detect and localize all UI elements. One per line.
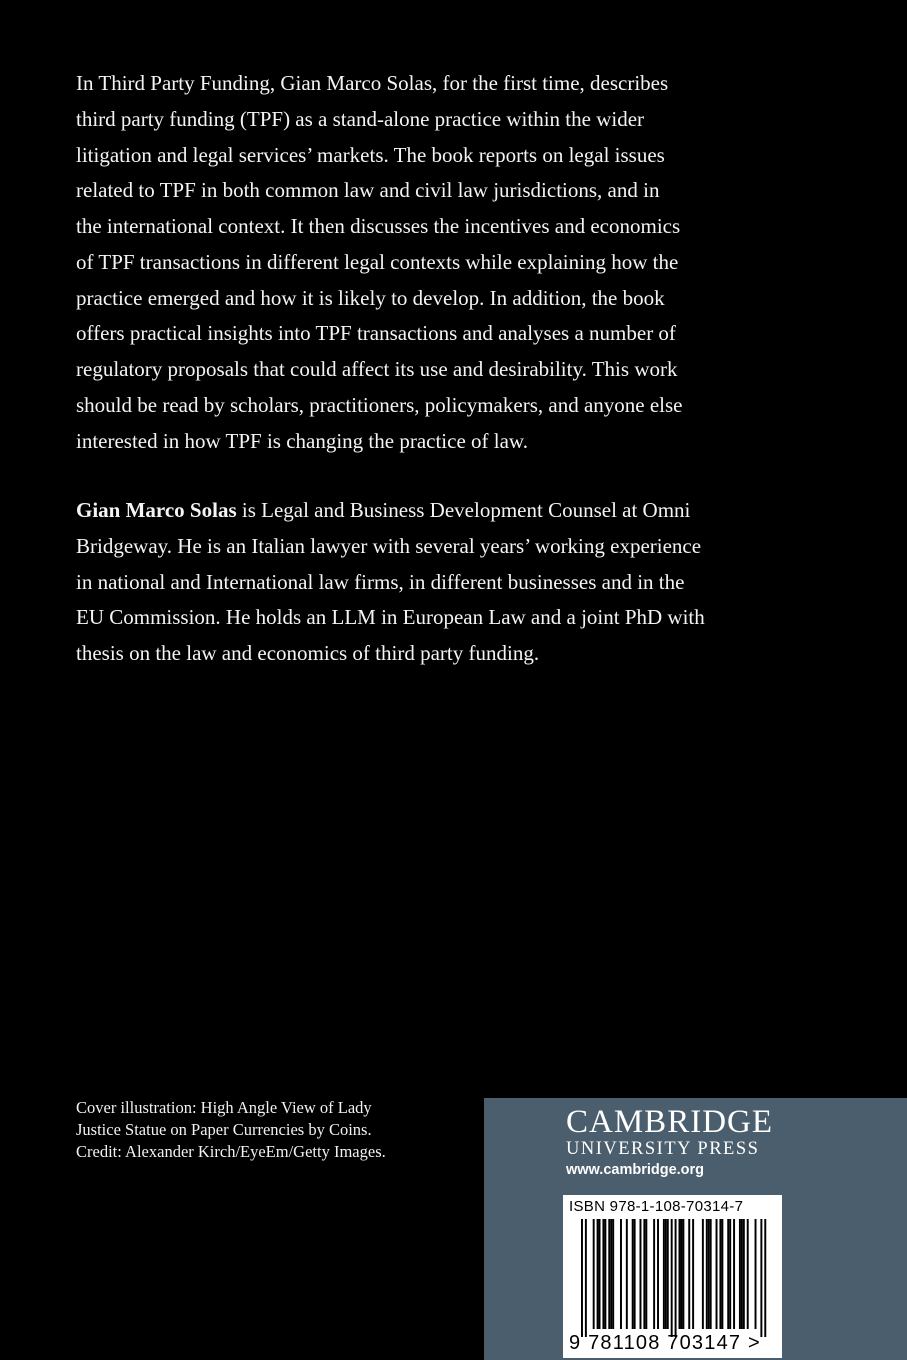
bio-line: thesis on the law and economics of third party funding. — [76, 641, 540, 665]
credit-line: Credit: Alexander Kirch/EyeEm/Getty Images. — [76, 1142, 386, 1161]
barcode-bar — [612, 1219, 614, 1329]
publisher-url: www.cambridge.org — [566, 1162, 705, 1178]
barcode-bar — [620, 1219, 622, 1329]
barcode-bar — [747, 1219, 749, 1329]
publisher-logo — [566, 1104, 773, 1180]
barcode-bar — [645, 1219, 647, 1329]
barcode-bar — [741, 1219, 743, 1329]
description-line: practice emerged and how it is likely to develop. In addition, the book — [76, 286, 665, 310]
description-line: of TPF transactions in different legal contexts while explaining how the — [76, 250, 679, 274]
barcode-bar — [634, 1219, 636, 1329]
bio-first-line: is Legal and Business Development Counsel at Omni — [236, 498, 691, 522]
description-line: should be read by scholars, practitioners, policymakers, and anyone else — [76, 393, 683, 417]
barcode-bar — [688, 1219, 690, 1329]
description-line: offers practical insights into TPF transactions and analyses a number of — [76, 321, 676, 345]
barcode-bar — [667, 1219, 669, 1329]
barcode-bar — [679, 1219, 681, 1329]
bio-line — [76, 498, 690, 522]
bio-line: EU Commission. He holds an LLM in European Law and a joint PhD with — [76, 605, 705, 629]
barcode-bar — [692, 1219, 694, 1329]
barcode-bar — [764, 1219, 766, 1337]
barcode-bar — [671, 1219, 673, 1337]
description-line: the international context. It then discusses the incentives and economics — [76, 214, 681, 238]
bio-line: in national and International law firms, in different businesses and in the — [76, 570, 685, 594]
barcode-bar — [710, 1219, 712, 1329]
barcode-bar — [626, 1219, 628, 1329]
publisher-name: CAMBRIDGE — [566, 1104, 774, 1140]
publisher-panel — [484, 1098, 907, 1360]
barcode-bar — [706, 1219, 708, 1329]
barcode-digits: 9 781108 703147 > — [569, 1332, 761, 1354]
barcode-bar — [610, 1219, 612, 1329]
barcode-bar — [632, 1219, 634, 1329]
barcode-bar — [716, 1219, 718, 1329]
barcode-bar — [602, 1219, 604, 1329]
barcode-bar — [657, 1219, 659, 1329]
barcode-bar — [680, 1219, 682, 1329]
barcode-bar — [719, 1219, 721, 1329]
barcode-bar — [721, 1219, 723, 1329]
barcode-bar — [708, 1219, 710, 1329]
barcode-bar — [604, 1219, 606, 1329]
description-line: litigation and legal services’ markets. The book reports on legal issues — [76, 143, 665, 167]
barcode-bar — [739, 1219, 741, 1329]
barcode-bar — [665, 1219, 667, 1329]
publisher-subname: UNIVERSITY PRESS — [566, 1139, 760, 1159]
description-line: interested in how TPF is changing the practice of law. — [76, 429, 528, 453]
description-line: related to TPF in both common law and civil law jurisdictions, and in — [76, 178, 660, 202]
isbn-barcode-box — [563, 1195, 782, 1358]
credit-line: Justice Statue on Paper Currencies by Coins. — [76, 1120, 372, 1139]
barcode-bar — [675, 1219, 677, 1337]
description-line: In Third Party Funding, Gian Marco Solas, for the first time, describes — [76, 71, 669, 95]
barcode-bar — [599, 1219, 601, 1329]
barcode-bar — [755, 1219, 757, 1329]
barcode-bar — [608, 1219, 610, 1329]
bio-line: Bridgeway. He is an Italian lawyer with several years’ working experience — [76, 534, 702, 558]
barcode-bar — [593, 1219, 595, 1329]
barcode-bar — [653, 1219, 655, 1329]
barcode-bar — [597, 1219, 599, 1329]
description-line: regulatory proposals that could affect its use and desirability. This work — [76, 357, 678, 381]
barcode-bar — [702, 1219, 704, 1329]
barcode-bar — [733, 1219, 735, 1329]
description-line: third party funding (TPF) as a stand-alone practice within the wider — [76, 107, 645, 131]
credit-line: Cover illustration: High Angle View of Lady — [76, 1098, 372, 1117]
barcode-bar — [581, 1219, 583, 1337]
cover-credit — [76, 1097, 386, 1163]
barcode-bar — [663, 1219, 665, 1329]
barcode-bar — [643, 1219, 645, 1329]
barcode-bar — [760, 1219, 762, 1337]
barcode-bar — [727, 1219, 729, 1329]
barcode-bar — [640, 1219, 642, 1329]
isbn-label: ISBN 978-1-108-70314-7 — [569, 1198, 744, 1215]
barcode-bar — [585, 1219, 587, 1337]
barcode-bar — [729, 1219, 731, 1329]
barcode-bar — [743, 1219, 745, 1329]
author-name: Gian Marco Solas — [76, 498, 237, 522]
barcode-bar — [682, 1219, 684, 1329]
